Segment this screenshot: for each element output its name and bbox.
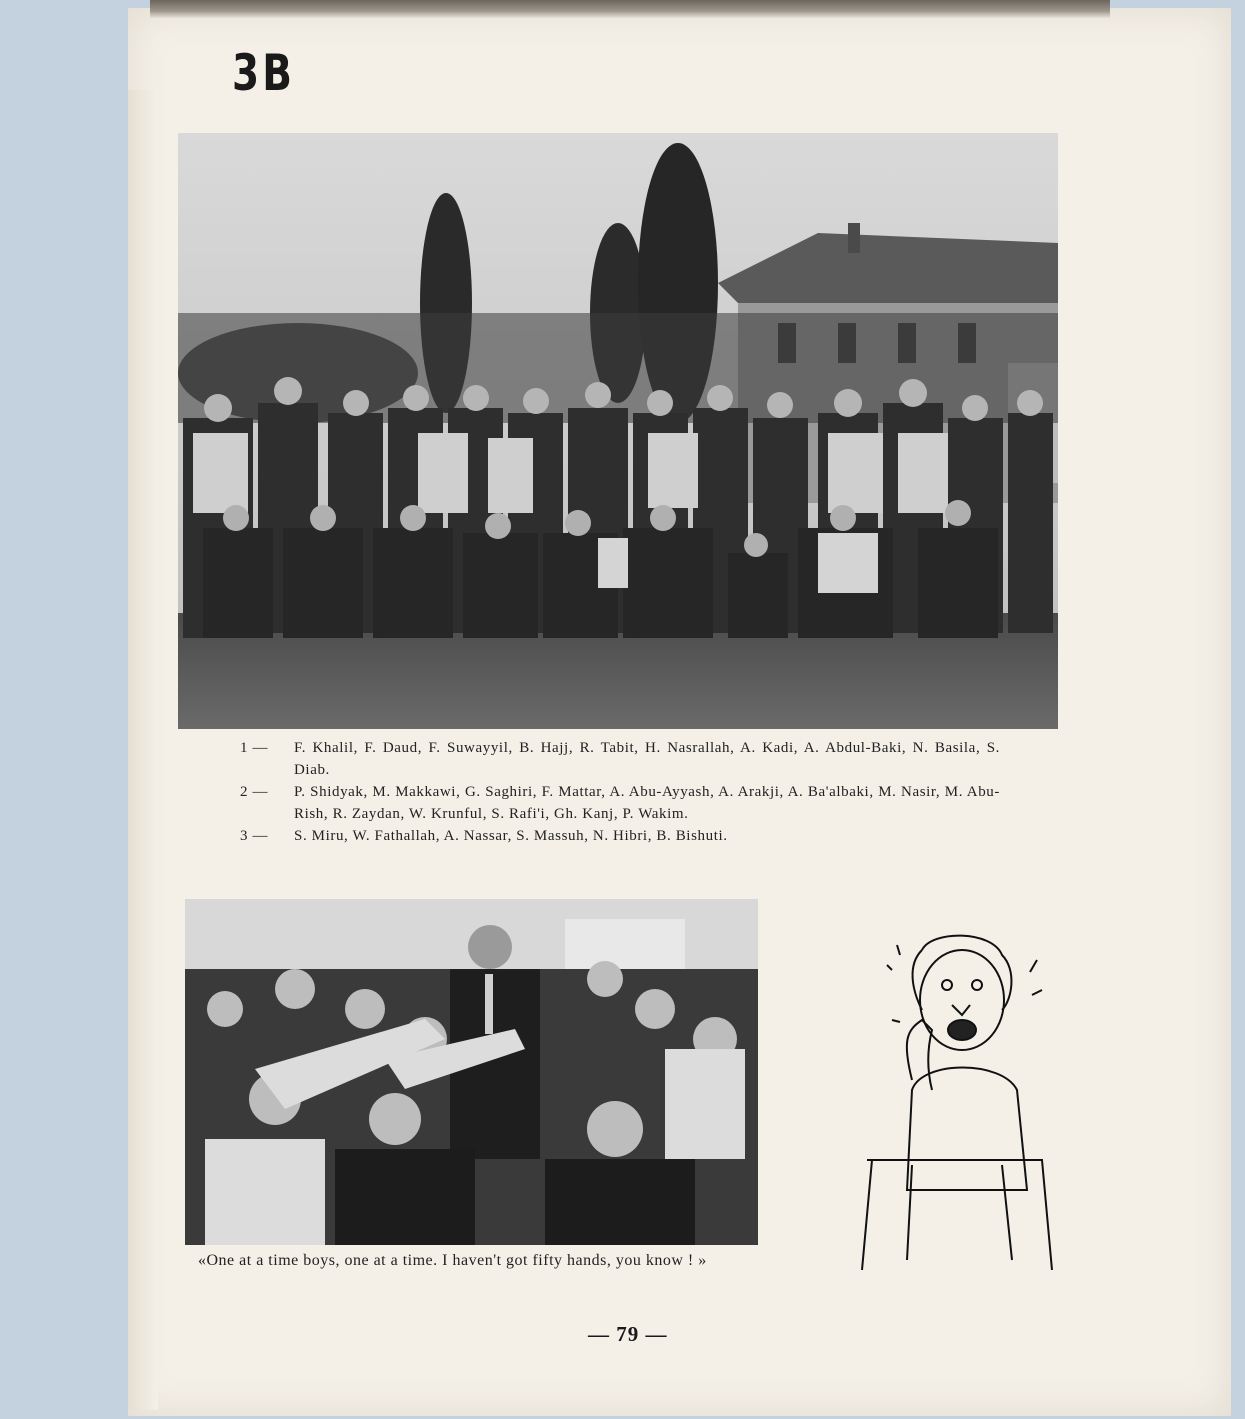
page-number: — 79 —	[588, 1322, 668, 1346]
caption-row-1	[240, 737, 1000, 781]
caption-row-3	[240, 825, 1000, 847]
class-group-photo	[178, 133, 1058, 729]
caption-row-2	[240, 781, 1000, 825]
row-names: F. Khalil, F. Daud, F. Suwayyil, B. Hajj, R. Tabit, H. Nasrallah, A. Kadi, A. Abdul-Baki, N. Basila, S. Diab.	[294, 740, 1000, 778]
worn-page-edge	[150, 0, 1110, 18]
classroom-photo	[185, 899, 758, 1245]
cartoon-teacher-illustration	[852, 930, 1062, 1270]
row-names: S. Miru, W. Fathallah, A. Nassar, S. Massuh, N. Hibri, B. Bishuti.	[294, 828, 728, 844]
row-number: 1 —	[240, 740, 269, 756]
section-title: 3B	[232, 44, 296, 102]
row-number: 3 —	[240, 828, 269, 844]
row-number: 2 —	[240, 784, 269, 800]
page-spine-edge	[128, 90, 158, 1410]
row-names: P. Shidyak, M. Makkawi, G. Saghiri, F. Mattar, A. Abu-Ayyash, A. Arakji, A. Ba'albaki, M. Nasir, M. Abu-Rish, R. Zaydan, W. Krunful, S. Rafi'i, Gh. Kanj, P. Wakim.	[294, 784, 1000, 822]
classroom-photo-caption: «One at a time boys, one at a time. I haven't got fifty hands, you know ! »	[198, 1252, 707, 1269]
group-photo-caption	[240, 737, 1000, 847]
